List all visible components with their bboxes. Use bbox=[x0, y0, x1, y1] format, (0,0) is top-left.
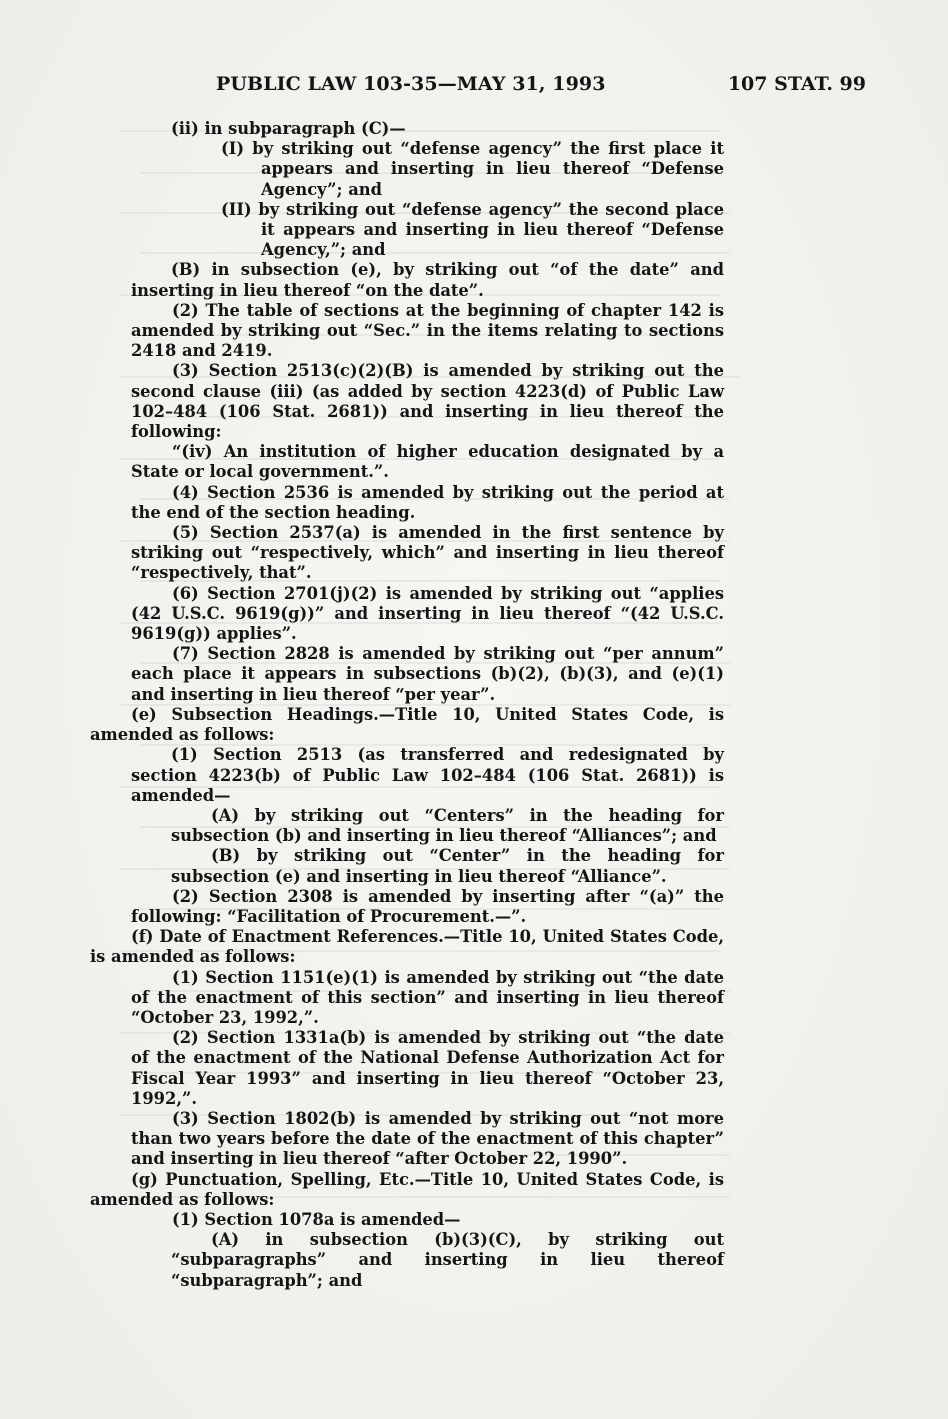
paragraph-2-table-of-sections: (2) The table of sections at the beginning of chapter 142 is amended by striking out “Sec.” in the items relating to sections 2418 and 2419. bbox=[131, 300, 724, 361]
paragraph-3-section-2513: (3) Section 2513(c)(2)(B) is amended by striking out the second clause (iii) (as added by section 4223(d) of Public Law 102–484 (106 Stat. 2681)) and inserting in lieu thereof the following: bbox=[131, 361, 724, 442]
paragraph-e-subsection-headings bbox=[90, 705, 724, 745]
paragraph-ii-subparagraph-c: (ii) in subparagraph (C)— bbox=[171, 119, 406, 138]
paragraph-f-date-of-enactment: (f) Date of Enactment References.—Title 10, United States Code, is amended as follows: bbox=[90, 927, 724, 967]
header-title: PUBLIC LAW 103-35—MAY 31, 1993 bbox=[216, 73, 606, 95]
paragraph-2-section-1331a: (2) Section 1331a(b) is amended by striking out “the date of the enactment of the National Defense Authorization Act for Fiscal Year 1993” and inserting in lieu thereof “October 23, 1992,”. bbox=[131, 1028, 724, 1108]
paragraph-3-section-1802: (3) Section 1802(b) is amended by striking out “not more than two years before the date of the enactment of this chapter” and inserting in lieu thereof “after October 22, 1990”. bbox=[131, 1108, 724, 1169]
header-stat-page: 107 STAT. 99 bbox=[727, 73, 866, 95]
running-header bbox=[90, 73, 870, 101]
paragraph-7-section-2828: (7) Section 2828 is amended by striking out “per annum” each place it appears in subsections (b)(2), (b)(3), and (e)(1) and inserting in lieu thereof “per year”. bbox=[131, 644, 724, 704]
paragraph-e-text: (e) Subsection Headings.—Title 10, United States Code, is amended as follows: bbox=[90, 704, 724, 745]
paragraph-g-punctuation: (g) Punctuation, Spelling, Etc.—Title 10, United States Code, is amended as follows: bbox=[90, 1169, 724, 1209]
paragraph-B-subsection-e bbox=[90, 260, 724, 300]
paragraph-A-centers: (A) by striking out “Centers” in the heading for subsection (b) and inserting in lieu thereof “Alliances”; and bbox=[171, 805, 724, 846]
paragraph-iv-institution: “(iv) An institution of higher education designated by a State or local government.”. bbox=[131, 442, 724, 482]
paragraph-1-section-1078a: (1) Section 1078a is amended— bbox=[172, 1209, 461, 1229]
paragraph-2-section-2308: (2) Section 2308 is amended by inserting after “(a)” the following: “Facilitation of Procurement.—”. bbox=[131, 886, 724, 926]
paragraph-B-text: (B) in subsection (e), by striking out “of the date” and inserting in lieu thereof “on the date”. bbox=[131, 260, 724, 300]
paragraph-II-defense-agency-second: (II) by striking out “defense agency” the second place it appears and inserting in lieu thereof “Defense Agency,”; and bbox=[221, 199, 724, 260]
document-body bbox=[90, 119, 724, 1291]
paragraph-B-center: (B) by striking out “Center” in the heading for subsection (e) and inserting in lieu thereof “Alliance”. bbox=[171, 846, 724, 886]
paragraph-I-defense-agency-first: (I) by striking out “defense agency” the first place it appears and inserting in lieu thereof “Defense Agency”; and bbox=[221, 139, 724, 199]
paragraph-6-section-2701: (6) Section 2701(j)(2) is amended by striking out “applies (42 U.S.C. 9619(g))” and inserting in lieu thereof “(42 U.S.C. 9619(g)) applies”. bbox=[131, 583, 724, 644]
paragraph-4-section-2536: (4) Section 2536 is amended by striking out the period at the end of the section heading. bbox=[131, 482, 724, 522]
paragraph-1-section-2513: (1) Section 2513 (as transferred and redesignated by section 4223(b) of Public Law 102–484 (106 Stat. 2681)) is amended— bbox=[131, 745, 724, 805]
paragraph-A-subparagraphs: (A) in subsection (b)(3)(C), by striking out “subparagraphs” and inserting in lieu thereof “subparagraph”; and bbox=[171, 1230, 724, 1290]
paragraph-1-section-1151: (1) Section 1151(e)(1) is amended by striking out “the date of the enactment of this section” and inserting in lieu thereof “October 23, 1992,”. bbox=[131, 967, 724, 1027]
paragraph-5-section-2537: (5) Section 2537(a) is amended in the first sentence by striking out “respectively, which” and inserting in lieu thereof “respectively, that”. bbox=[131, 523, 724, 583]
